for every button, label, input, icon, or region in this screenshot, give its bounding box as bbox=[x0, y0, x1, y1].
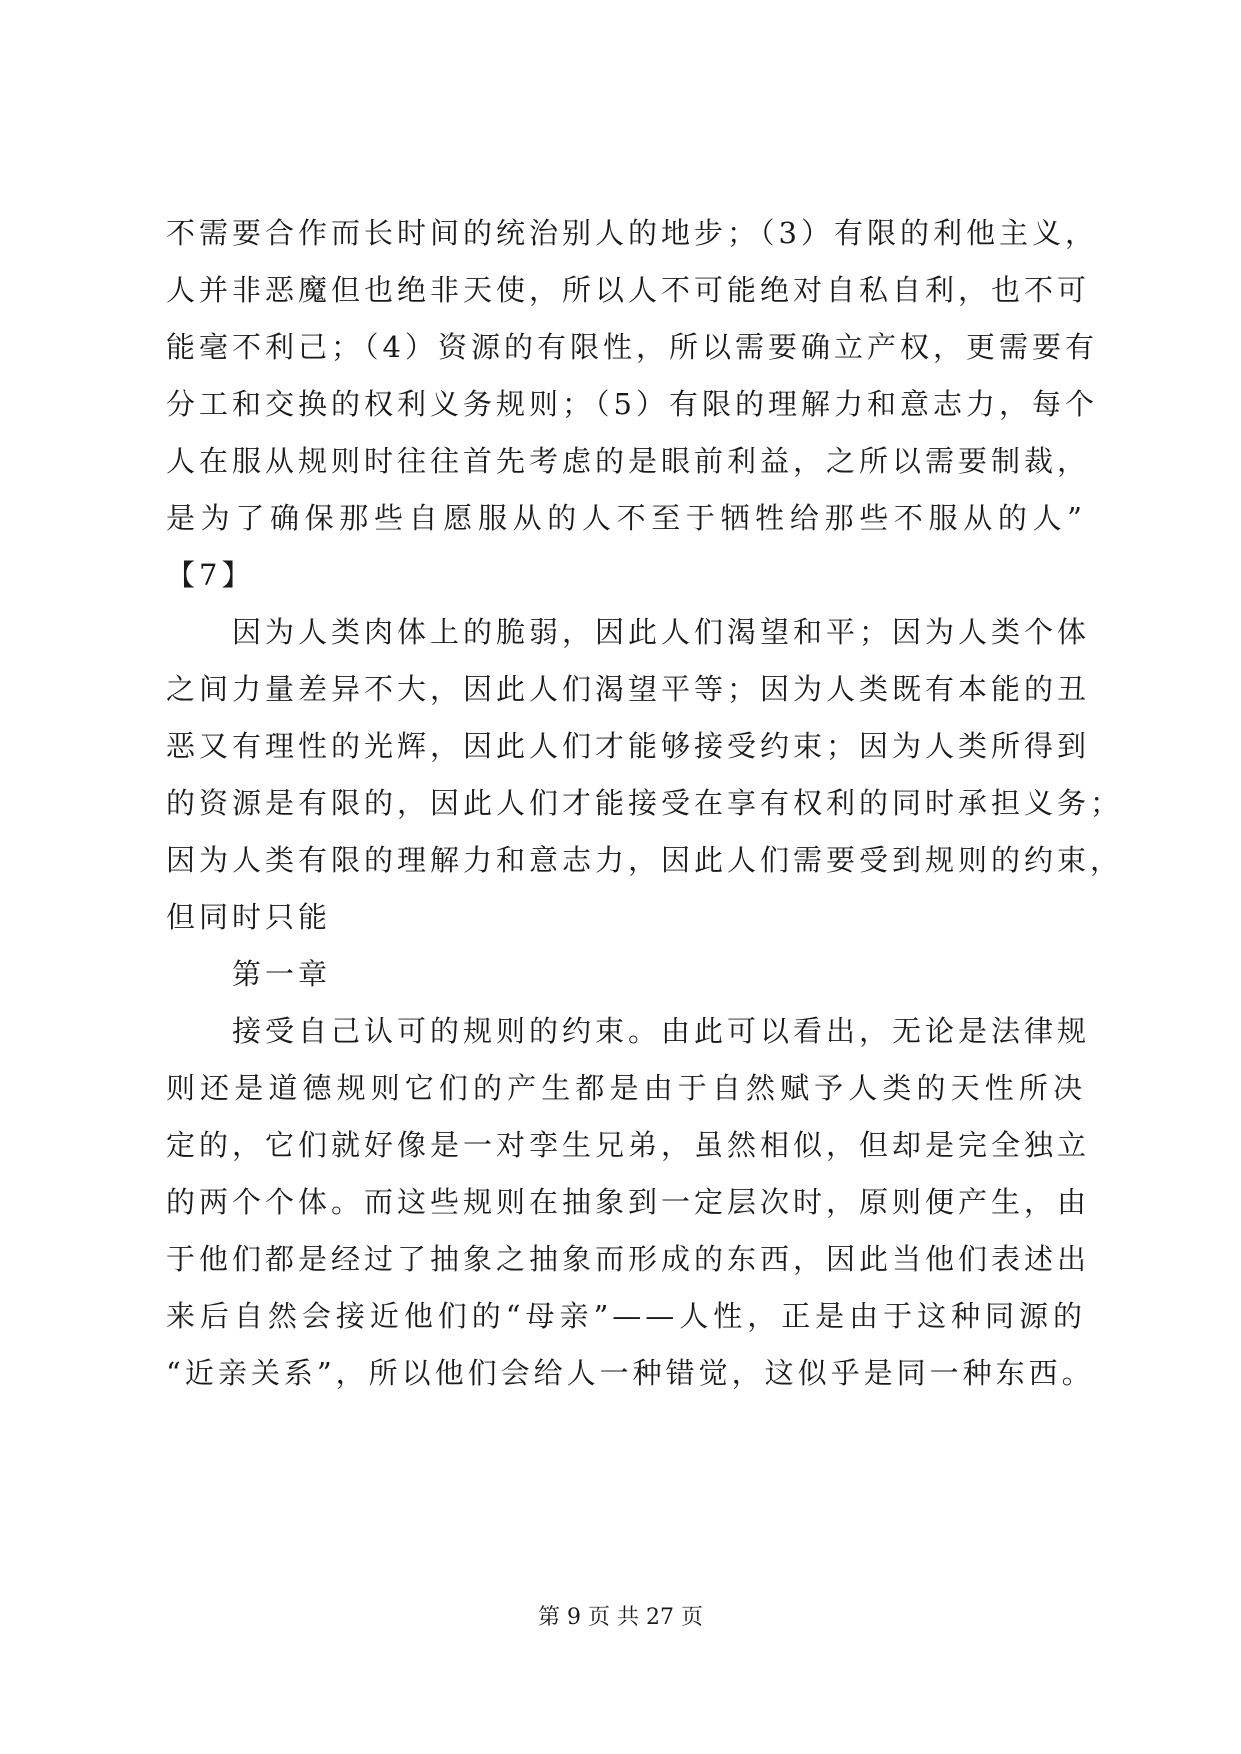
text-line: 的两个个体。而这些规则在抽象到一定层次时，原则便产生，由 bbox=[166, 1185, 1091, 1219]
text-line: “近亲关系”，所以他们会给人一种错觉，这似乎是同一种东西。 bbox=[166, 1356, 1095, 1390]
text-line: 的资源是有限的，因此人们才能接受在享有权利的同时承担义务； bbox=[166, 786, 1124, 820]
chapter-heading: 第一章 bbox=[232, 957, 332, 991]
text-line: 能毫不利己；（4）资源的有限性，所以需要确立产权，更需要有 bbox=[166, 330, 1098, 364]
text-line: 接受自己认可的规则的约束。由此可以看出，无论是法律规 bbox=[232, 1014, 1091, 1048]
text-line: 但同时只能 bbox=[166, 900, 332, 934]
text-line: 之间力量差异不大，因此人们渴望平等；因为人类既有本能的丑 bbox=[166, 672, 1091, 706]
text-line: 恶又有理性的光辉，因此人们才能够接受约束；因为人类所得到 bbox=[166, 729, 1091, 763]
text-line: 来后自然会接近他们的“母亲”——人性，正是由于这种同源的 bbox=[166, 1299, 1086, 1333]
text-line: 于他们都是经过了抽象之抽象而形成的东西，因此当他们表述出 bbox=[166, 1242, 1091, 1276]
text-line: 因为人类有限的理解力和意志力，因此人们需要受到规则的约束， bbox=[166, 843, 1124, 877]
citation-mark: 【7】 bbox=[166, 558, 255, 592]
text-line: 分工和交换的权利义务规则；（5）有限的理解力和意志力，每个 bbox=[166, 387, 1098, 421]
text-line: 因为人类肉体上的脆弱，因此人们渴望和平；因为人类个体 bbox=[232, 615, 1091, 649]
page-number-footer: 第 9 页 共 27 页 bbox=[538, 1605, 703, 1630]
text-line: 定的，它们就好像是一对孪生兄弟，虽然相似，但却是完全独立 bbox=[166, 1128, 1091, 1162]
text-line: 是为了确保那些自愿服从的人不至于牺牲给那些不服从的人” bbox=[166, 501, 1086, 535]
text-line: 不需要合作而长时间的统治别人的地步；（3）有限的利他主义， bbox=[166, 216, 1098, 250]
text-line: 人并非恶魔但也绝非天使，所以人不可能绝对自私自利，也不可 bbox=[166, 273, 1091, 307]
text-line: 则还是道德规则它们的产生都是由于自然赋予人类的天性所决 bbox=[166, 1071, 1086, 1105]
text-line: 人在服从规则时往往首先考虑的是眼前利益，之所以需要制裁， bbox=[166, 444, 1091, 478]
